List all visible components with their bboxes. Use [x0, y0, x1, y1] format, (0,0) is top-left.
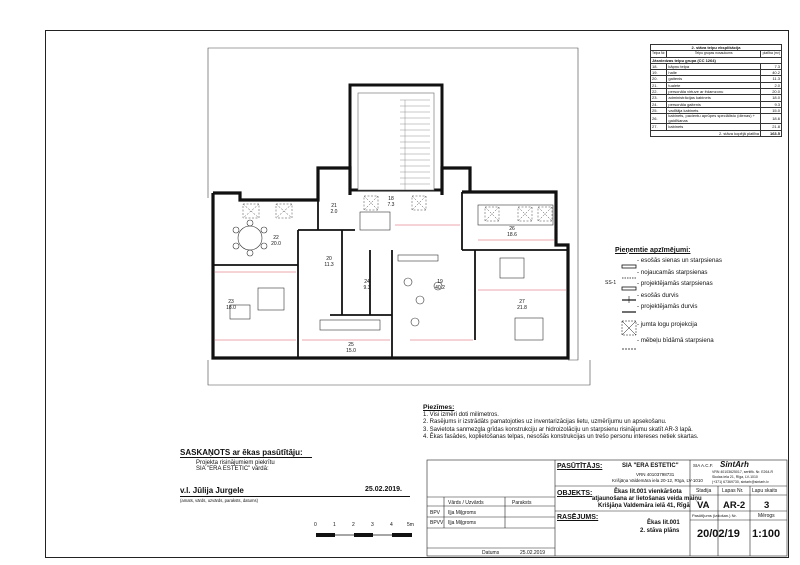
drawing-line: 2. stāva plāns [640, 528, 680, 534]
note-line: 1. Visi izmēri doti milimetros. [423, 411, 499, 418]
object-line: atjaunošana ar lietošanas veida maiņu [592, 496, 702, 502]
svg-text:22: 22 [273, 235, 279, 241]
scale-tick: 4 [390, 522, 393, 528]
room-label-22 [271, 235, 281, 247]
scale-bar [316, 533, 412, 537]
client-reg: VRN 40103798731 [636, 472, 675, 477]
person-name: Iļja Miļgroms [448, 520, 477, 526]
svg-text:21: 21 [331, 203, 337, 209]
table-total-row: 2. stāva kopējā platība 163.5 [651, 130, 782, 136]
table-row: 23. administrācijas kabinets 18.0 [652, 95, 780, 101]
table-row: 27. kabinets 21.8 [652, 124, 780, 130]
col-header-area: platība (m²) [761, 51, 782, 57]
svg-text:2.0: 2.0 [330, 209, 338, 215]
room-label-21 [331, 203, 338, 215]
person-role: BPVV [430, 520, 444, 526]
signature-caption: (amats, vārds, uzvārds, paraksts, datums) [180, 496, 410, 503]
svg-text:21.8: 21.8 [517, 305, 527, 311]
room-label-25 [346, 342, 356, 354]
legend-item: - esošās durvis [637, 291, 679, 299]
author-firm: SIA A.C.F. [693, 463, 714, 468]
drawing-line: Ēkas lit.001 [647, 520, 680, 526]
room-label-24 [364, 279, 371, 291]
scale-label: Mērogs [758, 513, 775, 519]
order-value: 20/02/19 [697, 528, 740, 540]
svg-text:26: 26 [509, 226, 515, 232]
table-row: 18. kāpņu telpa 7.3 [652, 63, 780, 69]
svg-text:18.0: 18.0 [226, 305, 236, 311]
agreement-line2: SIA "ERA ESTETIC" vārdā: [196, 466, 269, 472]
object-label: OBJEKTS: [557, 490, 593, 497]
agreement-line1: Projekta risinājumiem piekrītu [196, 460, 275, 466]
scale-tick: 1 [333, 522, 336, 528]
svg-text:27: 27 [519, 299, 525, 305]
note-line: 3. Savietota sanmezgla grīdas konstrukciju ar hidroizolāciju un starpsienu risinājumu skatīt AR-3 lapā. [423, 426, 693, 433]
room-table-title: 2. stāva telpu eksplikācija [651, 45, 782, 51]
table-row: 24. personāla gaitenis 9.3 [652, 101, 780, 107]
sign-head-sign: Paraksts [512, 500, 532, 506]
room-label-23 [226, 299, 236, 311]
dimension-lines [215, 225, 566, 340]
note-line: 4. Ēkas fasādes, koplietošanas telpas, nesošās konstrukcijas un trešo personu intereses netiek skartas. [423, 434, 699, 440]
legend-item: SS-1 - projektējamās starpsienas [605, 280, 713, 287]
svg-text:15.0: 15.0 [346, 348, 356, 354]
legend-item: - jumta logu projekcija [637, 320, 698, 328]
legend-item: - mēbeļu bīdāmā starpsiena [637, 336, 714, 344]
author-line: Skolas iela 21, Rīga, LV-1010 [712, 475, 758, 479]
date-value: 25.02.2019 [520, 550, 546, 556]
scale-tick: 5m [407, 522, 414, 528]
svg-text:18.6: 18.6 [507, 232, 517, 238]
stair-core [350, 85, 442, 190]
room-schedule-table [650, 44, 782, 137]
svg-text:11.3: 11.3 [324, 262, 334, 268]
notes [423, 404, 698, 442]
sign-head-name: Vārds / Uzvārds [448, 500, 484, 506]
svg-text:20.0: 20.0 [271, 241, 281, 247]
sheet-value: AR-2 [723, 500, 746, 511]
scale-tick: 2 [352, 522, 355, 528]
drawing-label: RASĒJUMS: [557, 514, 599, 521]
table-row: 20. gaitenis 11.3 [652, 76, 780, 82]
scale-value: 1:100 [752, 528, 781, 540]
svg-text:9.3: 9.3 [363, 285, 371, 291]
client-label: PASŪTĪTĀJS: [557, 463, 603, 470]
col-header-name: Telpu grupas nosaukums [667, 51, 761, 57]
svg-text:19: 19 [437, 279, 443, 285]
person-role: BPV [430, 510, 441, 516]
legend-item: - projektējamās durvis [637, 303, 698, 310]
sheets-value: 3 [764, 500, 770, 511]
legend-title: Pieņemtie apzīmējumi: [615, 247, 691, 254]
svg-text:7.3: 7.3 [387, 202, 395, 208]
stage-label: Stadija [696, 488, 712, 494]
svg-text:20: 20 [326, 256, 332, 262]
table-row: 25. vadītāja kabinets 15.0 [652, 107, 780, 113]
agreement-title: SASKAŅOTS ar ēkas pasūtītāju: [180, 448, 312, 458]
room-label-18 [388, 196, 395, 208]
table-row: 22. personāla virtuve ar ēdamzonu 20.0 [652, 89, 780, 95]
author-logo: SintArh [720, 460, 749, 469]
room-label-20 [324, 256, 334, 268]
svg-text:18: 18 [388, 196, 394, 202]
object-line: Ēkas lit.001 vienkāršota [614, 489, 682, 495]
svg-text:25: 25 [348, 342, 354, 348]
person-name: Iļja Miļgroms [448, 510, 477, 516]
client-address: Krišjāņa Valdemāra iela 20-12, Rīga, LV-1010 [612, 478, 703, 483]
signer-name: v.l. Jūlija Jurgele [180, 486, 244, 495]
scale-tick: 3 [371, 522, 374, 528]
order-label: Pasūtījums (izdošan.) Nr. [692, 513, 737, 518]
svg-text:23: 23 [228, 299, 234, 305]
note-line: 2. Rasējums ir izstrādāts pamatojoties uz inventarizācijas lietu, uzmērījumu un apsekošanu. [423, 419, 667, 425]
client-name: SIA "ERA ESTETIC" [622, 463, 679, 469]
object-line: Krišjāņa Valdemāra ielā 41, Rīgā [598, 503, 690, 509]
svg-text:24: 24 [364, 279, 370, 285]
room-label-26 [507, 226, 517, 238]
col-header-no: Telpa Nr. [652, 51, 666, 56]
scale-tick: 0 [314, 522, 317, 528]
author-line: VRN 40103625017, sertifik. Nr. E264-R [712, 470, 774, 474]
table-row: 19. halle 40.2 [652, 70, 780, 76]
author-line: (+371) 67369730, sintarh@sintarh.lv [712, 480, 769, 484]
stage-value: VA [697, 500, 710, 511]
legend-item: - nojaucamās starpsienas [637, 268, 708, 276]
date-label: Datums [482, 550, 500, 556]
legend [605, 247, 722, 345]
room-label-19 [435, 279, 445, 291]
table-row: 26. kabinets, pacientu aprūpes speciālistu (dienas) + gaidīšanas 18.6 [652, 113, 780, 123]
sheet-label: Lapas Nr. [722, 488, 744, 494]
table-row: 21. tualete 2.0 [652, 82, 780, 88]
room-label-27 [517, 299, 527, 311]
legend-item: - esošās sienas un starpsienas [637, 257, 722, 264]
signature-date: 25.02.2019. [365, 486, 402, 493]
client-agreement [180, 448, 402, 503]
sheets-label: Lapu skaits [752, 488, 778, 494]
notes-title: Piezīmes: [423, 404, 455, 411]
room-group-row: Jāsniedzas telpu grupa (CC 1264) [651, 57, 782, 63]
svg-text:40.2: 40.2 [435, 285, 445, 291]
